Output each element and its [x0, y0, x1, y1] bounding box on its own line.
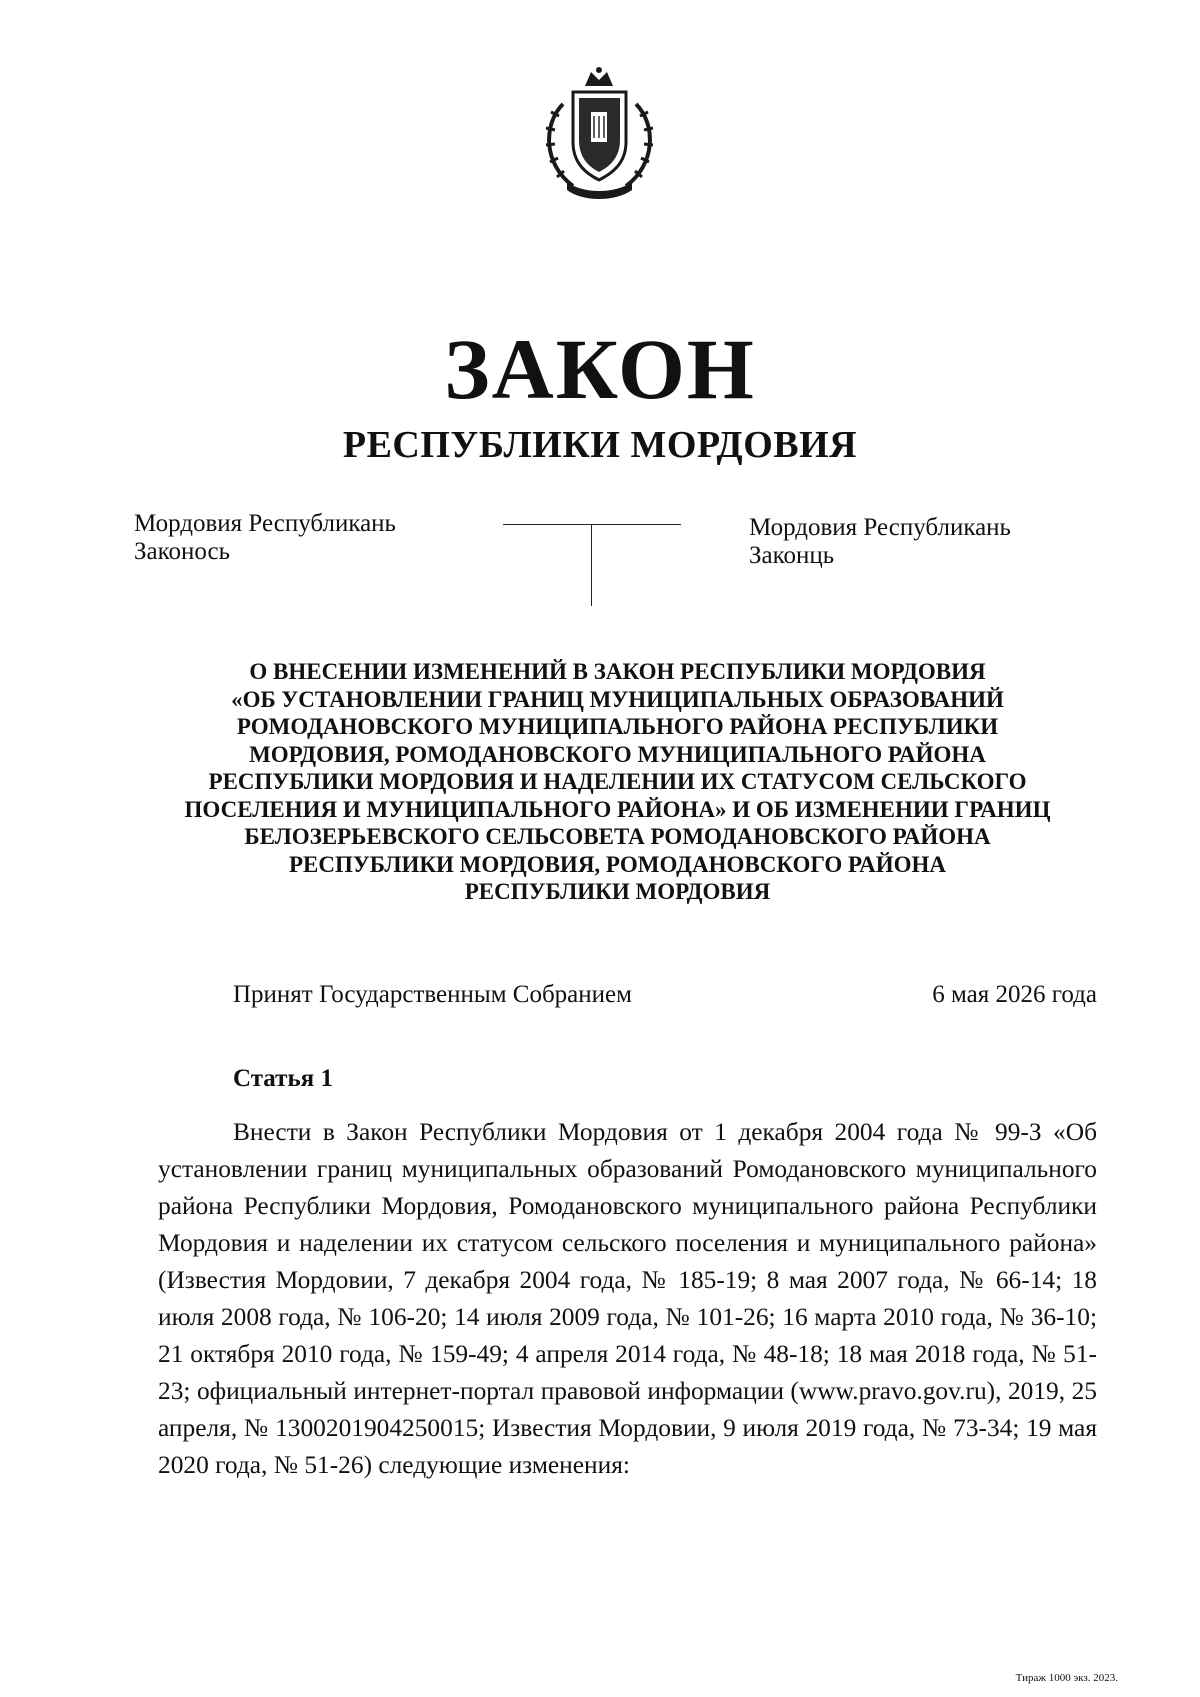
adopted-label: Принят Государственным Собранием: [233, 981, 632, 1008]
law-heading: [150, 658, 1085, 906]
coat-of-arms-icon: [533, 64, 666, 202]
erzya-title-line1: Мордовия Республикань: [749, 514, 1011, 541]
heading-line: МОРДОВИЯ, РОМОДАНОВСКОГО МУНИЦИПАЛЬНОГО РАЙОНА: [249, 741, 986, 767]
moksha-title: [134, 510, 396, 566]
print-run-note: Тираж 1000 экз. 2023.: [1015, 1672, 1118, 1684]
erzya-title: [749, 514, 1011, 570]
law-title: ЗАКОН: [444, 321, 756, 417]
heading-line: «ОБ УСТАНОВЛЕНИИ ГРАНИЦ МУНИЦИПАЛЬНЫХ ОБРАЗОВАНИЙ: [231, 686, 1004, 712]
heading-line: РОМОДАНОВСКОГО МУНИЦИПАЛЬНОГО РАЙОНА РЕСПУБЛИКИ: [236, 714, 999, 739]
erzya-title-line2: Законць: [749, 542, 835, 569]
moksha-title-line2: Законось: [134, 538, 230, 565]
moksha-title-line1: Мордовия Республикань: [134, 510, 396, 537]
title-divider-horizontal: [503, 524, 681, 525]
article-title: Статья 1: [233, 1065, 333, 1092]
heading-line: РЕСПУБЛИКИ МОРДОВИЯ, РОМОДАНОВСКОГО РАЙОНА: [288, 851, 947, 877]
adopted-date: 6 мая 2026 года: [932, 981, 1097, 1008]
title-divider-vertical: [591, 524, 592, 606]
heading-line: О ВНЕСЕНИИ ИЗМЕНЕНИЙ В ЗАКОН РЕСПУБЛИКИ МОРДОВИЯ: [249, 659, 986, 684]
heading-line: ПОСЕЛЕНИЯ И МУНИЦИПАЛЬНОГО РАЙОНА» И ОБ ИЗМЕНЕНИИ ГРАНИЦ: [184, 796, 1051, 822]
heading-line: БЕЛОЗЕРЬЕВСКОГО СЕЛЬСОВЕТА РОМОДАНОВСКОГО РАЙОНА: [244, 824, 991, 849]
heading-line: РЕСПУБЛИКИ МОРДОВИЯ И НАДЕЛЕНИИ ИХ СТАТУСОМ СЕЛЬСКОГО: [208, 769, 1027, 794]
law-subtitle: РЕСПУБЛИКИ МОРДОВИЯ: [342, 424, 858, 466]
article-paragraph: Внести в Закон Республики Мордовия от 1 декабря 2004 года № 99-З «Об установлении границ муниципальных образований Ромодановского муниципального района Республики Мордовия, Ромодановского муниципального района Республики Мордовия и наделении их статусом сельского поселения и муниципального района» (Известия Мордовии, 7 декабря 2004 года, № 185-19; 8 мая 2007 года, № 66-14; 18 июля 2008 года, № 106-20; 14 июля 2009 года, № 101-26; 16 марта 2010 года, № 36-10; 21 октября 2010 года, № 159-49; 4 апреля 2014 года, № 48-18; 18 мая 2018 года, № 51-23; официальный интернет-портал правовой информации (www.pravo.gov.ru), 2019, 25 апреля, № 1300201904250015; Известия Мордовии, 9 июля 2019 года, № 73-34; 19 мая 2020 года, № 51-26) следующие изменения:: [158, 1118, 1097, 1479]
heading-line: РЕСПУБЛИКИ МОРДОВИЯ: [464, 879, 771, 904]
